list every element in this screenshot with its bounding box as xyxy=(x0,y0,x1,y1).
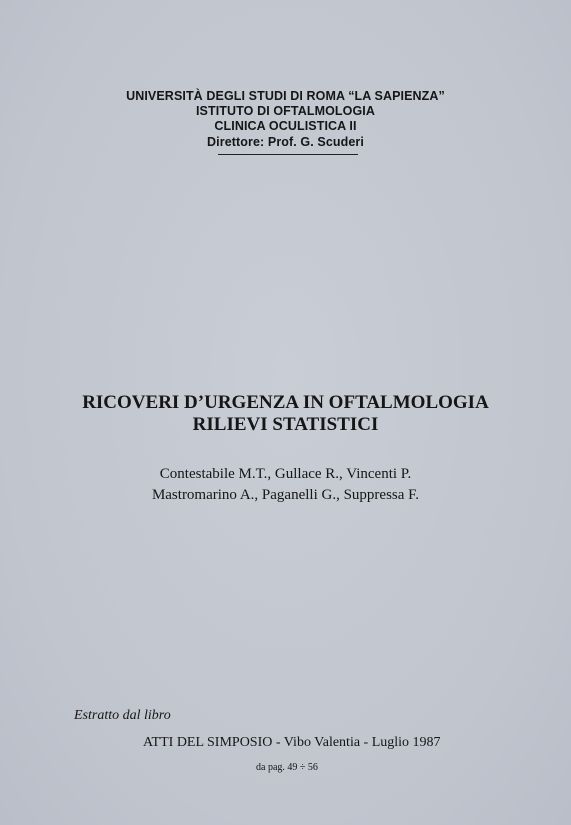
university-name: UNIVERSITÀ DEGLI STUDI DI ROMA “LA SAPIENZA” xyxy=(126,89,445,103)
header-divider xyxy=(218,154,358,155)
institute-name: ISTITUTO DI OFTALMOLOGIA xyxy=(195,104,375,118)
extract-label: Estratto dal libro xyxy=(74,708,171,723)
paper-title-line-2: RILIEVI STATISTICI xyxy=(192,414,379,435)
page-range: da pag. 49 ÷ 56 xyxy=(256,762,318,773)
book-reference: ATTI DEL SIMPOSIO - Vibo Valentia - Luglio 1987 xyxy=(143,735,441,750)
director-line: Direttore: Prof. G. Scuderi xyxy=(207,135,364,149)
authors-line-1: Contestabile M.T., Gullace R., Vincenti P. xyxy=(159,466,412,482)
clinic-name: CLINICA OCULISTICA II xyxy=(214,119,357,133)
authors-line-2: Mastromarino A., Paganelli G., Suppressa F. xyxy=(151,487,420,503)
paper-title-line-1: RICOVERI D’URGENZA IN OFTALMOLOGIA xyxy=(82,392,489,413)
